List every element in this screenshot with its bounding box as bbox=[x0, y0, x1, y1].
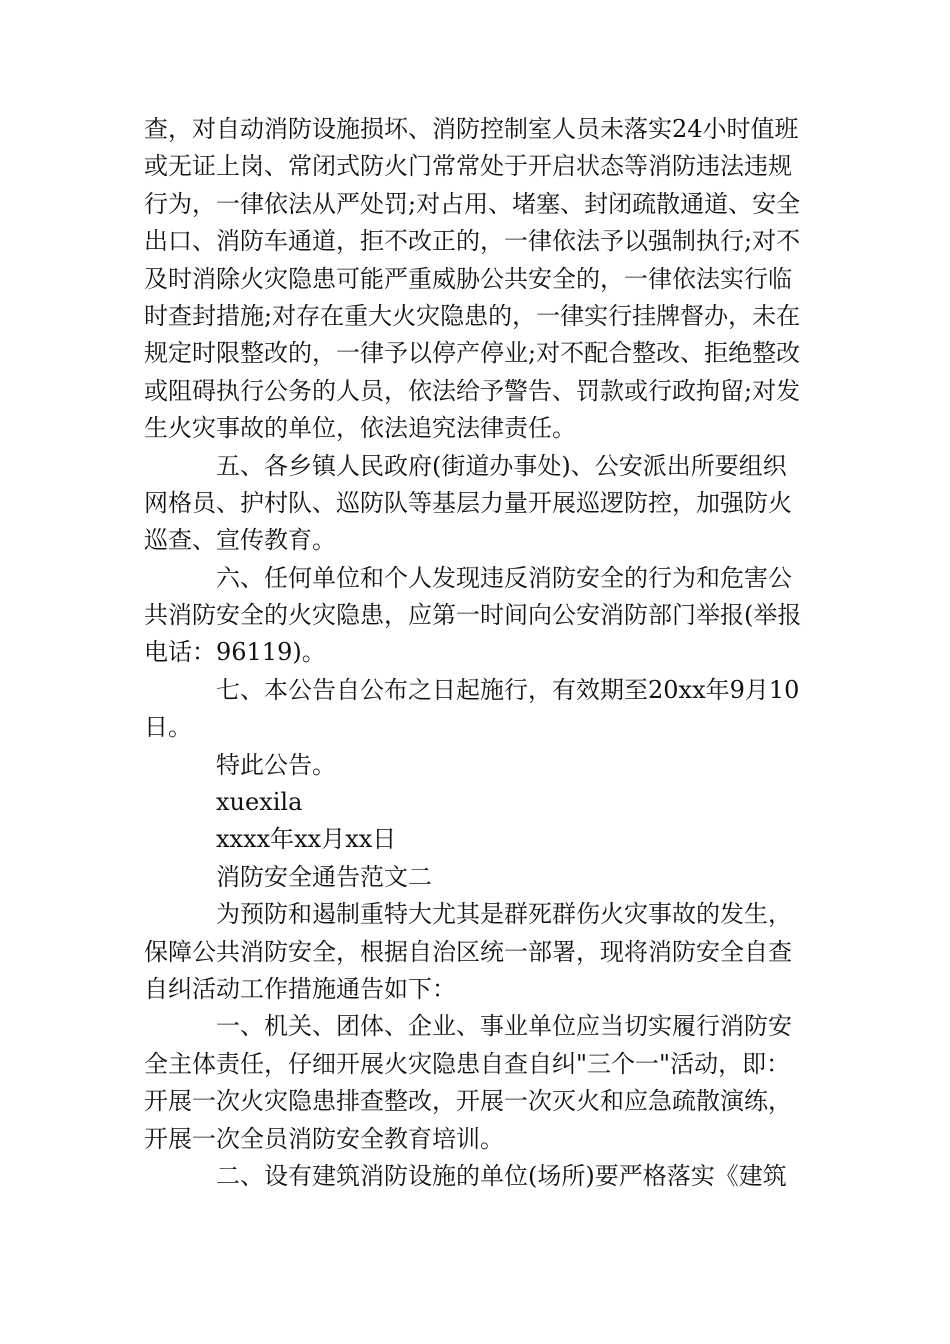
paragraph-six-start: 六、任何单位和个人发现违反消防安全的行为和危害公 bbox=[216, 563, 792, 592]
item-two-start: 二、设有建筑消防设施的单位(场所)要严格落实《建筑 bbox=[216, 1161, 787, 1190]
text-line: 生火灾事故的单位，依法追究法律责任。 bbox=[144, 414, 576, 443]
document-page bbox=[144, 111, 806, 1195]
text-line: 出口、消防车通道，拒不改正的，一律依法予以强制执行;对不 bbox=[144, 227, 801, 256]
text-line: 行为，一律依法从严处罚;对占用、堵塞、封闭疏散通道、安全 bbox=[144, 189, 801, 218]
text-line: 时查封措施;对存在重大火灾隐患的，一律实行挂牌督办，未在 bbox=[144, 301, 801, 330]
text-line: 巡查、宣传教育。 bbox=[144, 526, 336, 555]
text-line: 共消防安全的火灾隐患，应第一时间向公安消防部门举报(举报 bbox=[144, 601, 802, 630]
text-line: 保障公共消防安全，根据自治区统一部署，现将消防安全自查 bbox=[144, 937, 792, 966]
text-line: 及时消除火灾隐患可能严重威胁公共安全的，一律依法实行临 bbox=[144, 264, 792, 293]
intro-paragraph-start: 为预防和遏制重特大尤其是群死群伤火灾事故的发生， bbox=[216, 900, 792, 929]
text-line: 自纠活动工作措施通告如下： bbox=[144, 974, 456, 1003]
text-line: 网格员、护村队、巡防队等基层力量开展巡逻防控，加强防火 bbox=[144, 488, 792, 517]
text-line: 查，对自动消防设施损坏、消防控制室人员未落实24小时值班 bbox=[144, 115, 799, 143]
item-one-start: 一、机关、团体、企业、事业单位应当切实履行消防安 bbox=[216, 1012, 792, 1041]
text-line: 或阻碍执行公务的人员，依法给予警告、罚款或行政拘留;对发 bbox=[144, 376, 801, 405]
section-heading: 消防安全通告范文二 bbox=[216, 862, 432, 891]
issuer-name: xuexila bbox=[216, 788, 303, 817]
text-line: 全主体责任，仔细开展火灾隐患自查自纠"三个一"活动，即： bbox=[144, 1049, 791, 1078]
text-line: 电话：96119)。 bbox=[144, 638, 326, 667]
text-line: 开展一次火灾隐患排查整改，开展一次灭火和应急疏散演练， bbox=[144, 1087, 792, 1116]
text-line: 日。 bbox=[144, 713, 192, 742]
text-line: 或无证上岗、常闭式防火门常常处于开启状态等消防违法违规 bbox=[144, 152, 792, 181]
closing-statement: 特此公告。 bbox=[216, 750, 336, 779]
issue-date: xxxx年xx月xx日 bbox=[216, 825, 397, 854]
text-line: 开展一次全员消防安全教育培训。 bbox=[144, 1124, 504, 1153]
paragraph-five-start: 五、各乡镇人民政府(街道办事处)、公安派出所要组织 bbox=[216, 451, 787, 480]
text-line: 规定时限整改的，一律予以停产停业;对不配合整改、拒绝整改 bbox=[144, 339, 801, 368]
paragraph-seven-start: 七、本公告自公布之日起施行，有效期至20xx年9月10 bbox=[216, 675, 800, 704]
